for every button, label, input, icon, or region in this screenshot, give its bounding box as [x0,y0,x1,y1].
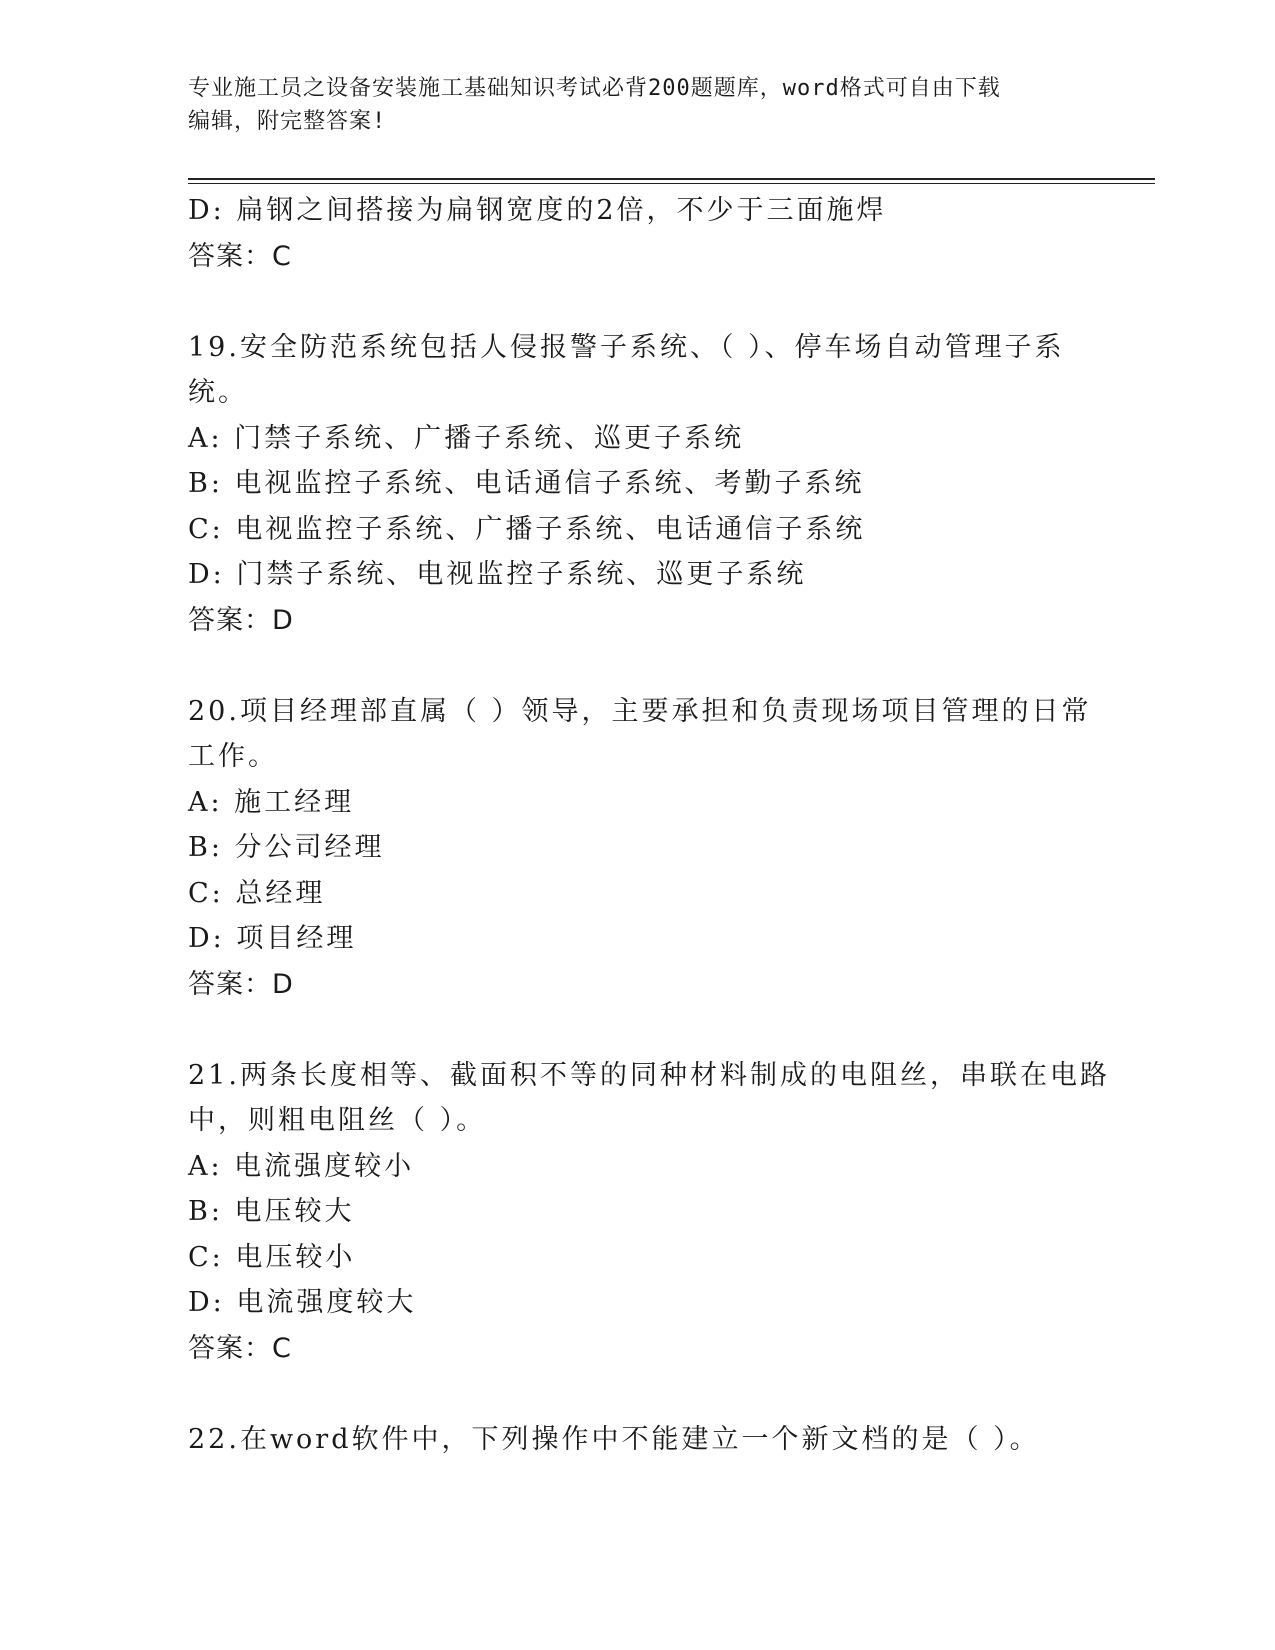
option-b: B: 电压较大 [188,1196,355,1227]
document-header [188,72,1068,138]
question-20 [188,689,1092,1008]
question-stem-line-1: 21.两条长度相等、截面积不等的同种材料制成的电阻丝，串联在电路 [188,1059,1110,1091]
answer: 答案：D [188,604,294,636]
option-d: D: 电流强度较大 [188,1287,417,1318]
option-d: D: 门禁子系统、电视监控子系统、巡更子系统 [188,559,807,590]
option-c: C: 电压较小 [188,1241,356,1273]
answer: 答案：C [188,1332,292,1364]
prev-answer: 答案：C [188,240,292,272]
spacer [188,1007,1088,1053]
option-b: B: 电视监控子系统、电话通信子系统、考勤子系统 [188,468,865,499]
answer: 答案：D [188,968,294,1000]
question-stem-line-2: 工作。 [188,741,278,772]
header-rule-thin [188,183,1155,184]
spacer [188,1371,1088,1417]
question-stem-line-1: 22.在word软件中，下列操作中不能建立一个新文档的是（ ）。 [188,1423,1040,1455]
question-stem-line-2: 统。 [188,377,248,408]
header-title-line-1: 专业施工员之设备安装施工基础知识考试必背200题题库，word格式可自由下载 [188,76,1001,101]
option-a: A: 门禁子系统、广播子系统、巡更子系统 [188,422,745,454]
option-a: A: 施工经理 [188,786,355,818]
question-21 [188,1053,1110,1372]
spacer [188,279,1088,325]
prev-option-d: D: 扁钢之间搭接为扁钢宽度的2倍，不少于三面施焊 [188,195,887,226]
option-a: A: 电流强度较小 [188,1150,415,1182]
option-d: D: 项目经理 [188,923,357,954]
question-stem-line-2: 中，则粗电阻丝（ ）。 [188,1105,487,1136]
question-22 [188,1417,1088,1463]
option-c: C: 电视监控子系统、广播子系统、电话通信子系统 [188,513,866,545]
option-c: C: 总经理 [188,877,326,909]
question-stem-line-1: 20.项目经理部直属（ ）领导，主要承担和负责现场项目管理的日常 [188,695,1092,727]
spacer [188,643,1088,689]
question-stem-line-1: 19.安全防范系统包括人侵报警子系统、（ ）、停车场自动管理子系 [188,331,1065,363]
header-title-line-2: 编辑，附完整答案! [188,109,387,134]
header-rule-thick [188,178,1155,180]
question-list [188,188,1110,1462]
question-19 [188,325,1088,644]
option-b: B: 分公司经理 [188,832,385,863]
